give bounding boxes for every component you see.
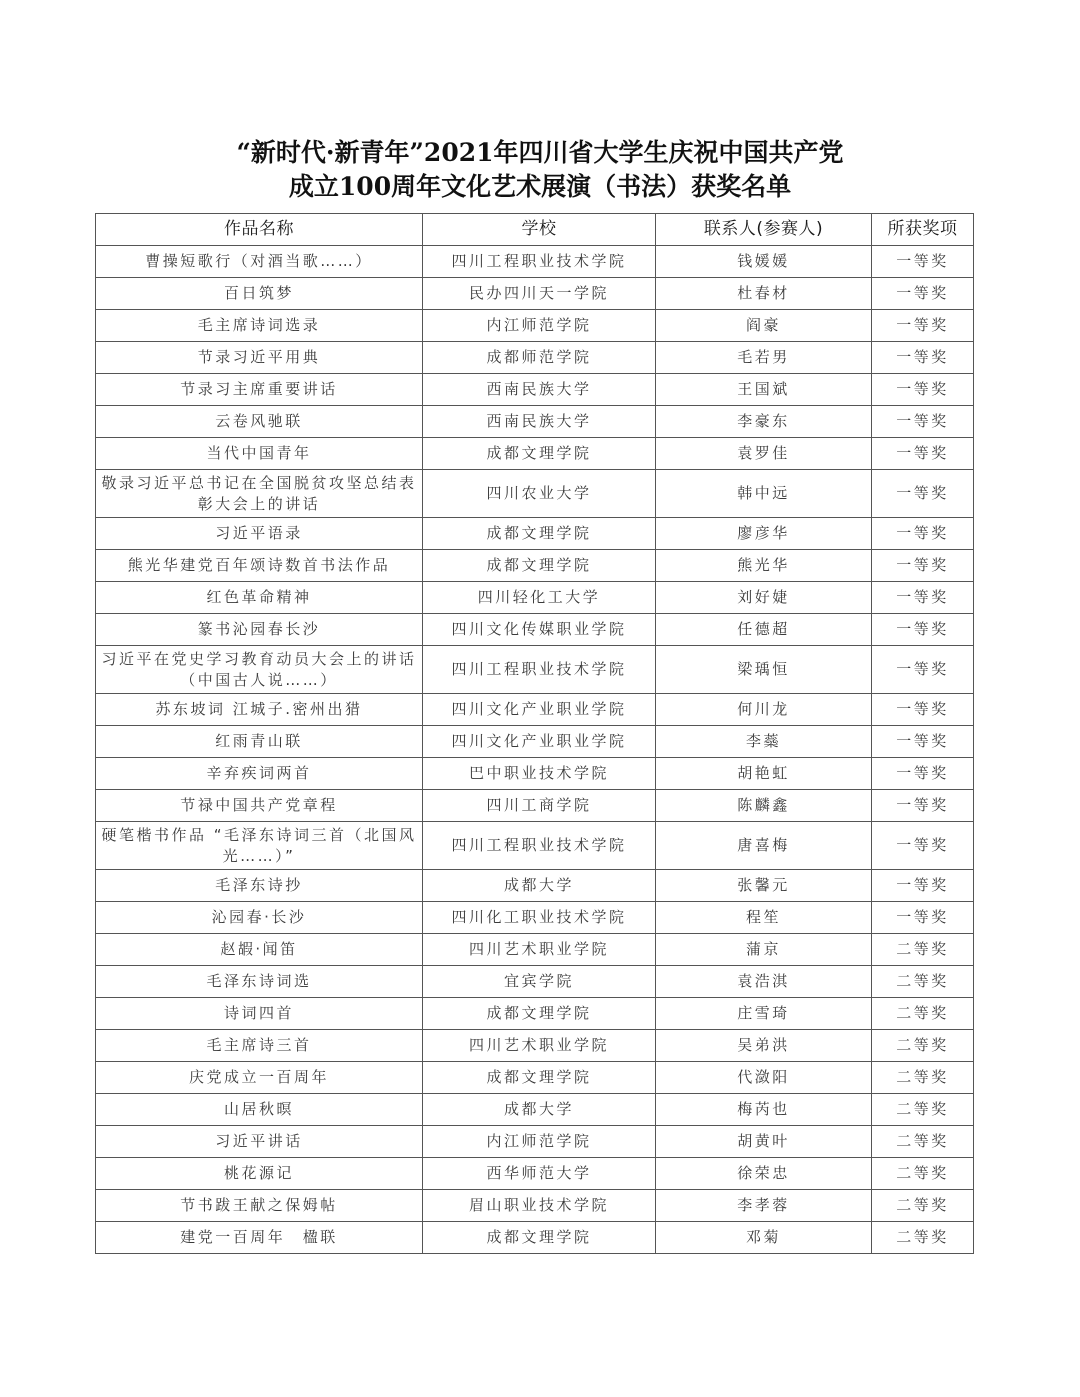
cell-school: 成都师范学院 bbox=[423, 342, 656, 374]
table-header-row bbox=[96, 214, 974, 246]
cell-award: 一等奖 bbox=[872, 406, 974, 438]
table-row bbox=[96, 406, 974, 438]
cell-contact: 陈麟鑫 bbox=[656, 790, 872, 822]
cell-award: 二等奖 bbox=[872, 1222, 974, 1254]
cell-contact: 胡黄叶 bbox=[656, 1126, 872, 1158]
cell-contact: 程笙 bbox=[656, 902, 872, 934]
cell-school: 成都大学 bbox=[423, 1094, 656, 1126]
cell-contact: 胡艳虹 bbox=[656, 758, 872, 790]
cell-school: 成都文理学院 bbox=[423, 1062, 656, 1094]
table-row bbox=[96, 310, 974, 342]
cell-work: 红色革命精神 bbox=[96, 582, 423, 614]
cell-school: 四川工程职业技术学院 bbox=[423, 822, 656, 870]
cell-contact: 王国斌 bbox=[656, 374, 872, 406]
cell-contact: 李孝蓉 bbox=[656, 1190, 872, 1222]
table-row bbox=[96, 470, 974, 518]
cell-school: 四川工程职业技术学院 bbox=[423, 646, 656, 694]
cell-award: 二等奖 bbox=[872, 1126, 974, 1158]
cell-work: 熊光华建党百年颂诗数首书法作品 bbox=[96, 550, 423, 582]
table-row bbox=[96, 646, 974, 694]
cell-work: 桃花源记 bbox=[96, 1158, 423, 1190]
cell-contact: 何川龙 bbox=[656, 694, 872, 726]
cell-award: 一等奖 bbox=[872, 550, 974, 582]
table-row bbox=[96, 934, 974, 966]
cell-contact: 代潋阳 bbox=[656, 1062, 872, 1094]
table-row bbox=[96, 374, 974, 406]
table-row bbox=[96, 870, 974, 902]
cell-award: 二等奖 bbox=[872, 998, 974, 1030]
cell-school: 四川文化产业职业学院 bbox=[423, 694, 656, 726]
cell-award: 一等奖 bbox=[872, 470, 974, 518]
column-header-contact: 联系人(参赛人) bbox=[656, 214, 872, 246]
cell-award: 一等奖 bbox=[872, 246, 974, 278]
cell-school: 四川轻化工大学 bbox=[423, 582, 656, 614]
table-row bbox=[96, 550, 974, 582]
table-row bbox=[96, 438, 974, 470]
cell-school: 四川艺术职业学院 bbox=[423, 1030, 656, 1062]
column-header-school: 学校 bbox=[423, 214, 656, 246]
cell-school: 内江师范学院 bbox=[423, 1126, 656, 1158]
cell-contact: 毛若男 bbox=[656, 342, 872, 374]
cell-school: 四川文化产业职业学院 bbox=[423, 726, 656, 758]
table-row bbox=[96, 1094, 974, 1126]
table-row bbox=[96, 1190, 974, 1222]
cell-school: 成都大学 bbox=[423, 870, 656, 902]
cell-contact: 吴弟洪 bbox=[656, 1030, 872, 1062]
table-row bbox=[96, 902, 974, 934]
cell-work: 诗词四首 bbox=[96, 998, 423, 1030]
cell-award: 二等奖 bbox=[872, 1094, 974, 1126]
cell-work: 曹操短歌行（对酒当歌……） bbox=[96, 246, 423, 278]
cell-school: 四川农业大学 bbox=[423, 470, 656, 518]
table-row bbox=[96, 278, 974, 310]
document-title-line-1: “新时代·新青年”2021年四川省大学生庆祝中国共产党 bbox=[236, 138, 844, 167]
cell-award: 一等奖 bbox=[872, 726, 974, 758]
cell-work: 红雨青山联 bbox=[96, 726, 423, 758]
cell-contact: 邓菊 bbox=[656, 1222, 872, 1254]
cell-work: 云卷风驰联 bbox=[96, 406, 423, 438]
table-row bbox=[96, 518, 974, 550]
cell-award: 一等奖 bbox=[872, 902, 974, 934]
column-header-work: 作品名称 bbox=[96, 214, 423, 246]
cell-award: 二等奖 bbox=[872, 1158, 974, 1190]
cell-award: 一等奖 bbox=[872, 822, 974, 870]
cell-award: 二等奖 bbox=[872, 1030, 974, 1062]
cell-school: 西南民族大学 bbox=[423, 406, 656, 438]
cell-school: 四川化工职业技术学院 bbox=[423, 902, 656, 934]
table-row bbox=[96, 966, 974, 998]
cell-contact: 阎豪 bbox=[656, 310, 872, 342]
cell-award: 二等奖 bbox=[872, 934, 974, 966]
cell-contact: 钱媛媛 bbox=[656, 246, 872, 278]
cell-award: 一等奖 bbox=[872, 694, 974, 726]
column-header-award: 所获奖项 bbox=[872, 214, 974, 246]
cell-contact: 徐荣忠 bbox=[656, 1158, 872, 1190]
awards-table bbox=[95, 213, 974, 1254]
table-row bbox=[96, 342, 974, 374]
cell-work: 当代中国青年 bbox=[96, 438, 423, 470]
cell-award: 一等奖 bbox=[872, 582, 974, 614]
cell-contact: 廖彦华 bbox=[656, 518, 872, 550]
cell-work: 苏东坡词 江城子.密州出猎 bbox=[96, 694, 423, 726]
cell-award: 二等奖 bbox=[872, 1190, 974, 1222]
cell-work: 建党一百周年 楹联 bbox=[96, 1222, 423, 1254]
cell-contact: 唐喜梅 bbox=[656, 822, 872, 870]
document-title-line-2: 成立100周年文化艺术展演（书法）获奖名单 bbox=[288, 172, 792, 201]
cell-work: 辛弃疾词两首 bbox=[96, 758, 423, 790]
cell-school: 西华师范大学 bbox=[423, 1158, 656, 1190]
cell-work: 赵嘏·闻笛 bbox=[96, 934, 423, 966]
cell-school: 成都文理学院 bbox=[423, 438, 656, 470]
cell-work: 习近平语录 bbox=[96, 518, 423, 550]
table-row bbox=[96, 758, 974, 790]
cell-contact: 任德超 bbox=[656, 614, 872, 646]
cell-award: 一等奖 bbox=[872, 278, 974, 310]
cell-work: 沁园春·长沙 bbox=[96, 902, 423, 934]
cell-contact: 庄雪琦 bbox=[656, 998, 872, 1030]
cell-contact: 李豪东 bbox=[656, 406, 872, 438]
table-row bbox=[96, 1158, 974, 1190]
cell-award: 一等奖 bbox=[872, 342, 974, 374]
table-row bbox=[96, 822, 974, 870]
table-body bbox=[96, 246, 974, 1254]
cell-school: 四川艺术职业学院 bbox=[423, 934, 656, 966]
cell-school: 成都文理学院 bbox=[423, 518, 656, 550]
table-row bbox=[96, 1030, 974, 1062]
cell-school: 内江师范学院 bbox=[423, 310, 656, 342]
cell-work: 习近平在党史学习教育动员大会上的讲话（中国古人说……） bbox=[96, 646, 423, 694]
cell-work: 毛泽东诗抄 bbox=[96, 870, 423, 902]
table-row bbox=[96, 246, 974, 278]
cell-award: 一等奖 bbox=[872, 374, 974, 406]
cell-award: 一等奖 bbox=[872, 518, 974, 550]
table-row bbox=[96, 1126, 974, 1158]
cell-contact: 袁浩淇 bbox=[656, 966, 872, 998]
cell-contact: 李蘂 bbox=[656, 726, 872, 758]
cell-work: 毛主席诗三首 bbox=[96, 1030, 423, 1062]
cell-contact: 蒲京 bbox=[656, 934, 872, 966]
table-row bbox=[96, 694, 974, 726]
cell-award: 一等奖 bbox=[872, 790, 974, 822]
cell-work: 习近平讲话 bbox=[96, 1126, 423, 1158]
cell-school: 成都文理学院 bbox=[423, 998, 656, 1030]
cell-school: 成都文理学院 bbox=[423, 550, 656, 582]
cell-school: 四川工商学院 bbox=[423, 790, 656, 822]
cell-work: 篆书沁园春长沙 bbox=[96, 614, 423, 646]
cell-award: 一等奖 bbox=[872, 310, 974, 342]
table-row bbox=[96, 726, 974, 758]
cell-work: 毛泽东诗词选 bbox=[96, 966, 423, 998]
cell-work: 节书跋王献之保姆帖 bbox=[96, 1190, 423, 1222]
cell-work: 节录习近平用典 bbox=[96, 342, 423, 374]
cell-award: 二等奖 bbox=[872, 1062, 974, 1094]
cell-work: 百日筑梦 bbox=[96, 278, 423, 310]
cell-work: 山居秋暝 bbox=[96, 1094, 423, 1126]
table-row bbox=[96, 582, 974, 614]
cell-school: 眉山职业技术学院 bbox=[423, 1190, 656, 1222]
cell-work: 硬笔楷书作品 “毛泽东诗词三首（北国风光……）” bbox=[96, 822, 423, 870]
table-row bbox=[96, 614, 974, 646]
cell-contact: 杜春材 bbox=[656, 278, 872, 310]
table-row bbox=[96, 790, 974, 822]
cell-contact: 刘好婕 bbox=[656, 582, 872, 614]
cell-work: 节禄中国共产党章程 bbox=[96, 790, 423, 822]
cell-award: 一等奖 bbox=[872, 438, 974, 470]
cell-work: 敬录习近平总书记在全国脱贫攻坚总结表彰大会上的讲话 bbox=[96, 470, 423, 518]
cell-school: 宜宾学院 bbox=[423, 966, 656, 998]
cell-contact: 韩中远 bbox=[656, 470, 872, 518]
cell-work: 庆党成立一百周年 bbox=[96, 1062, 423, 1094]
cell-school: 成都文理学院 bbox=[423, 1222, 656, 1254]
cell-award: 一等奖 bbox=[872, 614, 974, 646]
cell-school: 四川工程职业技术学院 bbox=[423, 246, 656, 278]
cell-work: 毛主席诗词选录 bbox=[96, 310, 423, 342]
cell-school: 民办四川天一学院 bbox=[423, 278, 656, 310]
cell-school: 巴中职业技术学院 bbox=[423, 758, 656, 790]
cell-award: 一等奖 bbox=[872, 758, 974, 790]
cell-contact: 梁瑀恒 bbox=[656, 646, 872, 694]
cell-contact: 梅芮也 bbox=[656, 1094, 872, 1126]
cell-school: 四川文化传媒职业学院 bbox=[423, 614, 656, 646]
cell-contact: 熊光华 bbox=[656, 550, 872, 582]
cell-award: 二等奖 bbox=[872, 966, 974, 998]
cell-contact: 张馨元 bbox=[656, 870, 872, 902]
cell-award: 一等奖 bbox=[872, 870, 974, 902]
cell-contact: 袁罗佳 bbox=[656, 438, 872, 470]
cell-school: 西南民族大学 bbox=[423, 374, 656, 406]
table-row bbox=[96, 1062, 974, 1094]
table-row bbox=[96, 1222, 974, 1254]
cell-award: 一等奖 bbox=[872, 646, 974, 694]
cell-work: 节录习主席重要讲话 bbox=[96, 374, 423, 406]
table-row bbox=[96, 998, 974, 1030]
